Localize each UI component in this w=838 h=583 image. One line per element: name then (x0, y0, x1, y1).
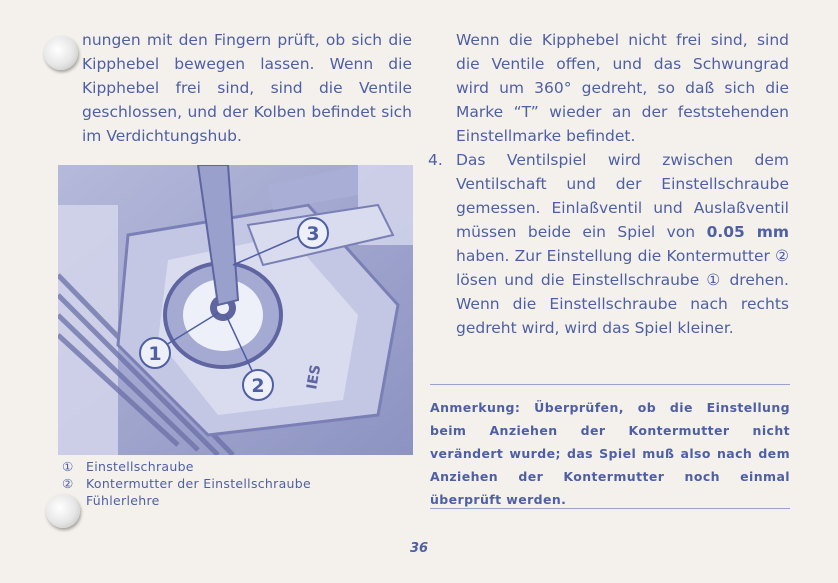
note-text: Überprüfen, ob die Einstellung beim Anziehen der Kontermutter nicht verändert wurde; das Spiel muß also nach dem Anziehen der Kontermutter noch einmal überprüft werden. (430, 400, 790, 507)
callout-2 (243, 370, 273, 400)
callout-2-label: 2 (251, 375, 265, 397)
caption-item (62, 492, 412, 509)
step-4-text-before: Das Ventilspiel wird zwischen dem Ventilschaft und der Einstellschraube gemessen. Einlaßventil und Auslaßventil müssen beide ein Spiel von (456, 151, 789, 241)
left-paragraph: nungen mit den Fingern prüft, ob sich die Kipphebel bewegen lassen. Wenn die Kipphebel frei sind, sind die Ventile geschlossen, und der Kolben befindet sich im Verdichtungshub. (82, 31, 412, 145)
caption-number (62, 492, 78, 509)
figure-captions (62, 458, 412, 509)
right-paragraph-1: Wenn die Kipphebel nicht frei sind, sind die Ventile offen, und das Schwungrad wird um 360° gedreht, so daß sich die Marke “T” wieder an der feststehenden Einstellmarke befindet. (456, 31, 789, 145)
step-4 (428, 148, 789, 340)
note-label: Anmerkung: (430, 400, 521, 415)
callout-1 (140, 338, 170, 368)
caption-item (62, 458, 412, 475)
note-box (430, 396, 790, 511)
caption-number: ① (62, 459, 74, 474)
page-number: 36 (409, 541, 429, 556)
punch-hole-top (44, 36, 78, 70)
caption-item (62, 475, 412, 492)
note-rule-bottom (430, 508, 790, 509)
callout-3-label: 3 (306, 223, 320, 245)
caption-text: Fühlerlehre (86, 493, 160, 508)
engine-illustration (58, 165, 413, 455)
callout-1-label: 1 (148, 343, 162, 365)
caption-text: Kontermutter der Einstellschraube (86, 476, 311, 491)
left-column (82, 28, 412, 148)
caption-number: ② (62, 476, 74, 491)
engine-photo (58, 165, 413, 455)
callout-3 (298, 218, 328, 248)
caption-text: Einstellschraube (86, 459, 194, 474)
clearance-value: 0.05 mm (706, 223, 789, 241)
right-column (428, 28, 789, 340)
note-rule-top (430, 384, 790, 385)
step-4-text-after: haben. Zur Einstellung die Kontermutter ② lösen und die Einstellschraube ① drehen. Wenn die Einstellschraube nach rechts gedreht wird, wird das Spiel kleiner. (456, 247, 789, 337)
photo-engraving: IES (304, 363, 325, 391)
step-4-number: 4. (428, 151, 443, 169)
